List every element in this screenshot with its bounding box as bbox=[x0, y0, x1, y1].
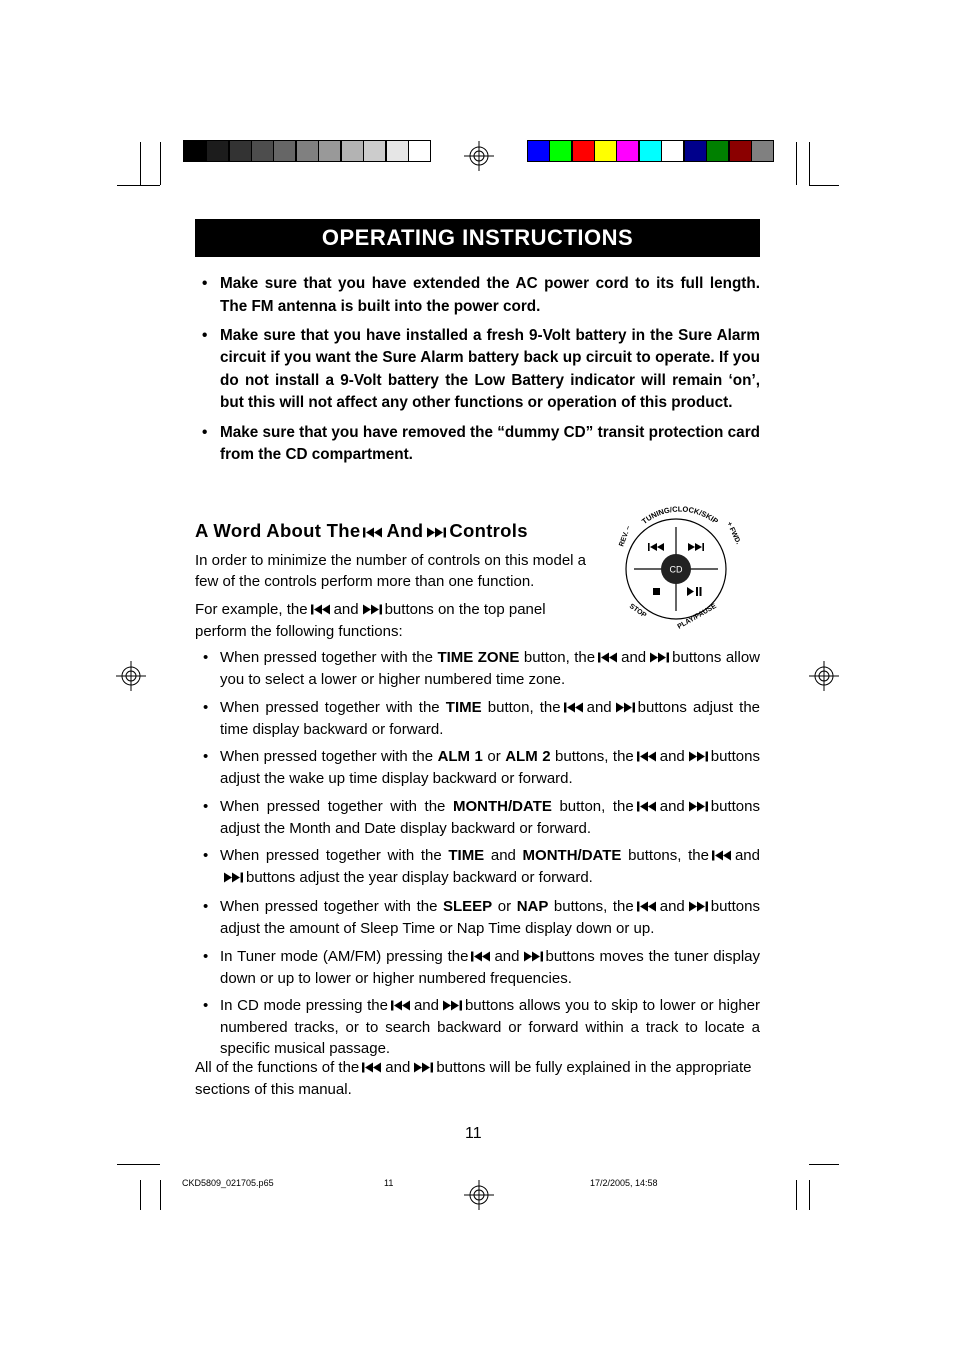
list-item: • In Tuner mode (AM/FM) pressing the and buttons moves the tuner display down or up to lower or higher numbered frequencies. bbox=[203, 947, 760, 987]
skip-forward-icon bbox=[413, 1058, 433, 1079]
page-title: OPERATING INSTRUCTIONS bbox=[195, 219, 760, 257]
crop-mark bbox=[809, 185, 839, 186]
color-swatch bbox=[616, 140, 639, 162]
skip-back-icon bbox=[362, 1058, 382, 1079]
example-paragraph: For example, the and buttons on the top panel perform the following functions: bbox=[195, 601, 546, 640]
list-item: • When pressed together with the ALM 1 or ALM 2 buttons, the and buttons adjust the wake up time display backward or forward. bbox=[203, 748, 760, 788]
cd-label: CD bbox=[669, 564, 683, 575]
crop-mark bbox=[117, 185, 160, 186]
color-swatch bbox=[572, 140, 595, 162]
registration-mark-icon bbox=[116, 661, 146, 691]
gray-swatch bbox=[251, 140, 274, 162]
gray-swatch bbox=[296, 140, 319, 162]
gray-swatch bbox=[386, 140, 409, 162]
skip-back-icon bbox=[712, 846, 732, 867]
function-list bbox=[203, 647, 760, 1066]
list-item: • When pressed together with the SLEEP or NAP buttons, the and buttons adjust the amount of Sleep Time or Nap Time display down or up. bbox=[203, 897, 760, 937]
color-swatch bbox=[729, 140, 752, 162]
crop-mark bbox=[160, 1180, 161, 1210]
gray-swatch bbox=[206, 140, 229, 162]
registration-mark-icon bbox=[464, 1180, 494, 1210]
skip-forward-icon bbox=[362, 600, 382, 621]
skip-back-icon bbox=[637, 747, 657, 768]
precaution-list bbox=[202, 273, 760, 473]
page-number: 11 bbox=[465, 1125, 482, 1142]
skip-forward-icon bbox=[442, 996, 462, 1017]
tuning-clock-skip-label: TUNING/CLOCK/SKIP bbox=[640, 504, 720, 526]
crop-mark bbox=[140, 142, 141, 185]
gray-swatch bbox=[408, 140, 431, 162]
crop-mark bbox=[160, 142, 161, 185]
color-swatch bbox=[751, 140, 774, 162]
intro-paragraph: In order to minimize the number of controls on this model a few of the controls perform more than one function. bbox=[195, 552, 587, 590]
list-item: • Make sure that you have installed a fresh 9-Volt battery in the Sure Alarm circuit if you want the Sure Alarm battery back up circuit to operate. If you do not install a 9-Volt battery the Low Battery indicator will remain ‘on’, but this will not affect any other functions or operation of this product. bbox=[202, 326, 760, 412]
footer-page: 11 bbox=[384, 1178, 394, 1188]
crop-mark bbox=[809, 1180, 810, 1210]
skip-forward-icon bbox=[688, 797, 708, 818]
list-item: • When pressed together with the TIME ZONE button, the and buttons allow you to select a lower or higher numbered time zone. bbox=[203, 649, 760, 688]
skip-back-icon bbox=[363, 521, 383, 543]
skip-back-icon bbox=[391, 996, 411, 1017]
skip-back-icon bbox=[637, 797, 657, 818]
closing-paragraph: All of the functions of the and buttons will be fully explained in the appropriate sections of this manual. bbox=[195, 1059, 752, 1098]
crop-mark bbox=[809, 142, 810, 185]
color-swatch bbox=[706, 140, 729, 162]
color-swatch bbox=[639, 140, 662, 162]
skip-back-icon bbox=[598, 648, 618, 669]
crop-mark bbox=[796, 1180, 797, 1210]
skip-back-icon bbox=[637, 897, 657, 918]
skip-forward-icon bbox=[615, 698, 635, 719]
footer-file: CKD5809_021705.p65 bbox=[182, 1178, 274, 1188]
skip-forward-icon bbox=[649, 648, 669, 669]
gray-swatch bbox=[273, 140, 296, 162]
section-heading: A Word About The And Controls bbox=[195, 520, 528, 541]
color-swatch bbox=[549, 140, 572, 162]
registration-mark-icon bbox=[464, 141, 494, 171]
skip-back-icon bbox=[311, 600, 331, 621]
skip-forward-icon bbox=[223, 868, 243, 889]
gray-swatch bbox=[318, 140, 341, 162]
fwd-label: + FWD. bbox=[725, 520, 742, 546]
list-item: • When pressed together with the TIME and MONTH/DATE buttons, the andbuttons adjust the year display backward or forward. bbox=[203, 845, 760, 889]
skip-forward-icon bbox=[523, 947, 543, 968]
gray-swatch bbox=[183, 140, 206, 162]
gray-swatch bbox=[229, 140, 252, 162]
play-pause-label: PLAY/PAUSE bbox=[676, 602, 718, 631]
crop-mark bbox=[117, 1164, 160, 1165]
rev-label: REV. – bbox=[618, 525, 633, 548]
stop-icon bbox=[653, 588, 660, 595]
crop-mark bbox=[809, 1164, 839, 1165]
skip-forward-icon bbox=[688, 747, 708, 768]
color-swatch bbox=[684, 140, 707, 162]
svg-text:TUNING/CLOCK/SKIP bbox=[640, 504, 720, 525]
color-swatch bbox=[527, 140, 550, 162]
gray-swatch bbox=[341, 140, 364, 162]
skip-back-icon bbox=[564, 698, 584, 719]
list-item: • In CD mode pressing the and buttons allows you to skip to lower or higher numbered tracks, or to search backward or forward within a track to locate a specific musical passage. bbox=[203, 997, 760, 1058]
color-swatch bbox=[661, 140, 684, 162]
control-panel-diagram bbox=[605, 497, 755, 637]
crop-mark bbox=[140, 1180, 141, 1210]
crop-mark bbox=[796, 142, 797, 185]
skip-forward-icon bbox=[688, 897, 708, 918]
skip-forward-icon bbox=[688, 543, 704, 551]
skip-forward-icon bbox=[426, 521, 446, 543]
list-item: • Make sure that you have extended the AC power cord to its full length. The FM antenna is built into the power cord. bbox=[202, 275, 760, 315]
footer-date: 17/2/2005, 14:58 bbox=[590, 1178, 658, 1188]
list-item: • When pressed together with the TIME button, the and buttons adjust the time display backward or forward. bbox=[203, 698, 761, 738]
skip-back-icon bbox=[648, 543, 664, 551]
stop-label: STOP bbox=[627, 602, 648, 620]
color-swatch bbox=[594, 140, 617, 162]
list-item: • Make sure that you have removed the “dummy CD” transit protection card from the CD compartment. bbox=[202, 423, 760, 464]
gray-swatch bbox=[363, 140, 386, 162]
play-pause-icon bbox=[687, 587, 702, 596]
list-item: • When pressed together with the MONTH/DATE button, the and buttons adjust the Month and Date display backward or forward. bbox=[203, 797, 760, 837]
skip-back-icon bbox=[471, 947, 491, 968]
registration-mark-icon bbox=[809, 661, 839, 691]
